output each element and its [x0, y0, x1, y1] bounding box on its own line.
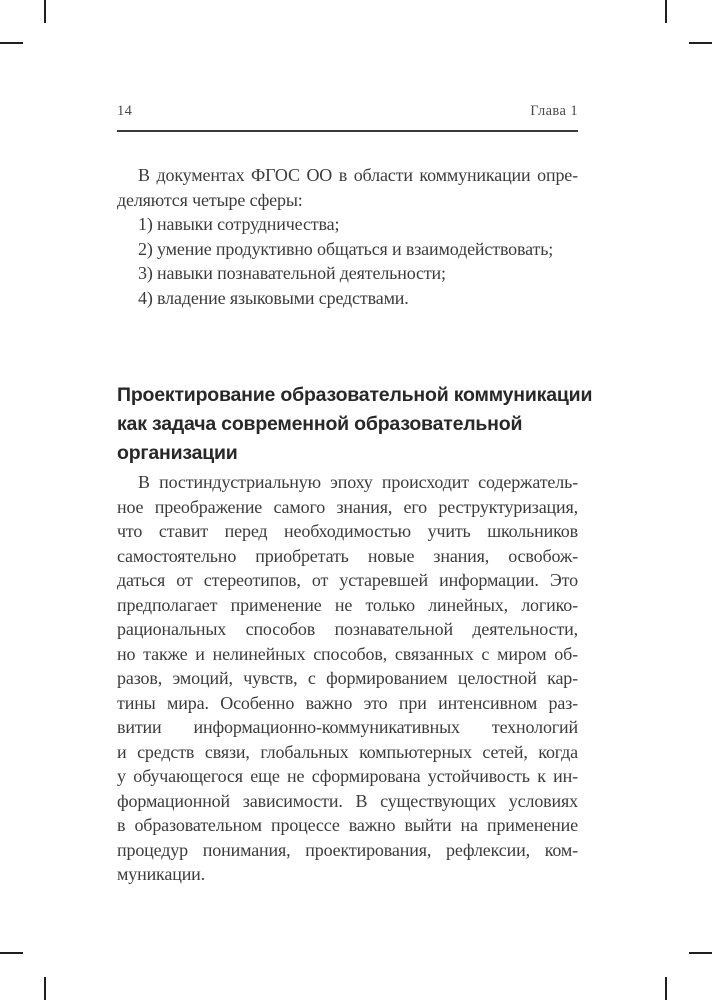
- text-line: разов, эмоций, чувств, с формированием целостной кар-: [117, 668, 578, 688]
- text-line: как задача современной образовательной: [117, 413, 523, 435]
- text-line: у обучающегося еще не сформирована устойчивость к ин-: [117, 766, 578, 786]
- text-line: деляются четыре сферы:: [117, 189, 303, 210]
- section-heading: [117, 381, 597, 468]
- text-line: Проектирование образовательной коммуникации: [117, 384, 593, 406]
- chapter-label: Глава 1: [530, 103, 578, 119]
- text-line: 4) владение языковыми средствами.: [138, 287, 409, 308]
- crop-mark-top-left-horizontal: [0, 42, 23, 44]
- crop-mark-top-left-vertical: [44, 0, 46, 23]
- text-line: что ставит перед необходимостью учить школьников: [117, 521, 578, 541]
- text-line: процедур понимания, проектирования, рефлексии, ком-: [117, 839, 578, 860]
- text-line: но также и нелинейных способов, связанных с миром об-: [117, 643, 578, 664]
- text-line: витии информационно-коммуникативных технологий: [117, 717, 578, 737]
- text-line: В документах ФГОС ОО в области коммуникации опре-: [138, 165, 578, 185]
- text-line: формационной зависимости. В существующих условиях: [117, 790, 578, 811]
- text-line: 2) умение продуктивно общаться и взаимодействовать;: [138, 238, 554, 259]
- running-head: [117, 103, 578, 120]
- text-line: самостоятельно приобретать новые знания, освобож-: [117, 545, 578, 566]
- page-number: 14: [117, 103, 133, 119]
- intro-paragraph: [117, 163, 578, 212]
- crop-mark-top-right-horizontal: [689, 42, 712, 44]
- text-line: предполагает применение не только линейных, логико-: [117, 594, 578, 615]
- text-line: и средств связи, глобальных компьютерных сетей, когда: [117, 741, 578, 762]
- crop-mark-bottom-left-vertical: [44, 977, 46, 1000]
- text-line: организации: [117, 442, 238, 464]
- text-line: ное преображение самого знания, его реструктуризация,: [117, 496, 578, 517]
- text-line: тины мира. Особенно важно это при интенсивном раз-: [117, 692, 578, 713]
- numbered-list: [117, 212, 578, 310]
- text-line: 1) навыки сотрудничества;: [138, 214, 340, 234]
- crop-mark-bottom-right-horizontal: [689, 952, 712, 954]
- text-line: В постиндустриальную эпоху происходит содержатель-: [138, 472, 578, 492]
- text-line: даться от стереотипов, от устаревшей информации. Это: [117, 570, 578, 590]
- crop-mark-top-right-vertical: [665, 0, 667, 23]
- text-line: рациональных способов познавательной деятельности,: [117, 619, 578, 639]
- body-paragraph: [117, 470, 578, 887]
- crop-mark-bottom-left-horizontal: [0, 952, 23, 954]
- text-line: в образовательном процессе важно выйти на применение: [117, 815, 578, 835]
- running-head-rule: [117, 130, 578, 132]
- crop-mark-bottom-right-vertical: [665, 977, 667, 1000]
- text-line: 3) навыки познавательной деятельности;: [138, 263, 446, 283]
- text-line: муникации.: [117, 864, 206, 884]
